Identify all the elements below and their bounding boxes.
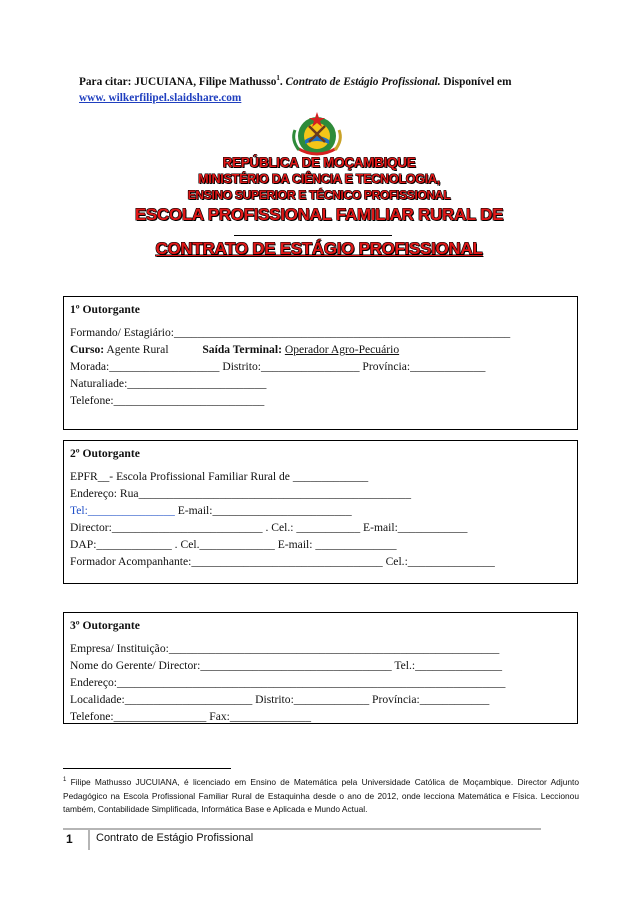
naturalidade-field[interactable]: Naturaliade:________________________ xyxy=(70,377,267,390)
epfr-field[interactable]: EPFR__- Escola Profissional Familiar Rural de _____________ xyxy=(70,470,369,483)
footnote-text: Filipe Mathusso JUCUIANA, é licenciado em Ensino de Matemática pela Universidade Católica de Moçambique. Director Adjunto Pedagógico na Escola Profissional Familiar Rural de Estaquinha desde o ano de 2012, onde lecciona Matemática e Física. Leccionou também, Contabilidade Simplificada, Informática Base e Aplicada e Mundo Actual. xyxy=(63,776,579,815)
endereco-field[interactable]: Endereço: Rua_______________________________________________ xyxy=(70,487,412,500)
localidade-field[interactable]: Localidade:______________________ Distrito:_____________ Província:____________ xyxy=(70,693,490,706)
outorgante-1-heading: 1º Outorgante xyxy=(70,303,140,316)
page-footer-rule xyxy=(63,828,541,830)
dap-field[interactable]: DAP:_____________ . Cel._____________ E-mail: ______________ xyxy=(70,538,397,551)
footnote xyxy=(63,774,579,817)
page-number: 1 xyxy=(66,832,73,846)
header-ministry-cont: ENSINO SUPERIOR E TÉCNICO PROFISSIONAL xyxy=(187,188,451,202)
curso-value[interactable]: Agente Rural xyxy=(104,343,169,356)
footnote-divider xyxy=(63,768,231,769)
page-title: CONTRATO DE ESTÁGIO PROFISSIONAL xyxy=(155,239,483,258)
citation-footnote-ref[interactable]: 1 xyxy=(276,74,280,82)
director-field[interactable]: Director:__________________________ . Cel.: ___________ E-mail:____________ xyxy=(70,521,468,534)
tel-field[interactable]: Tel:_______________ xyxy=(70,504,175,517)
curso-label: Curso: xyxy=(70,343,105,356)
morada-field[interactable]: Morada:___________________ Distrito:_________________ Província:_____________ xyxy=(70,360,486,373)
outorgante-3-box xyxy=(63,612,578,724)
formando-field[interactable]: Formando/ Estagiário:__________________________________________________________ xyxy=(70,326,511,339)
telefone-field[interactable]: Telefone:__________________________ xyxy=(70,394,265,407)
outorgante-3-heading: 3º Outorgante xyxy=(70,619,140,632)
email-field[interactable]: E-mail:________________________ xyxy=(174,504,352,517)
header-republic: REPÚBLICA DE MOÇAMBIQUE xyxy=(222,155,416,170)
citation-prefix: Para citar: JUCUIANA, Filipe Mathusso xyxy=(79,75,277,88)
outorgante-1-box xyxy=(63,296,578,430)
header-school: ESCOLA PROFISSIONAL FAMILIAR RURAL DE xyxy=(134,205,504,224)
formador-field[interactable]: Formador Acompanhante:_________________________________ Cel.:_______________ xyxy=(70,555,495,568)
telefone-fax-field[interactable]: Telefone:________________ Fax:______________ xyxy=(70,710,312,723)
citation-title: Contrato de Estágio Profissional. xyxy=(285,75,441,88)
saida-label: Saída Terminal: xyxy=(202,343,282,356)
citation xyxy=(79,70,579,106)
saida-value[interactable]: Operador Agro-Pecuário xyxy=(284,343,400,356)
curso-row xyxy=(70,341,571,358)
gerente-field[interactable]: Nome do Gerente/ Director:_________________________________ Tel.:_______________ xyxy=(70,659,503,672)
citation-sep: . xyxy=(279,75,286,88)
outorgante-2-box xyxy=(63,440,578,584)
citation-suffix: Disponível em xyxy=(440,75,512,88)
endereco-3-field[interactable]: Endereço:___________________________________________________________________ xyxy=(70,676,506,689)
empresa-field[interactable]: Empresa/ Instituição:_________________________________________________________ xyxy=(70,642,500,655)
tel-email-row xyxy=(70,502,571,519)
outorgante-2-heading: 2º Outorgante xyxy=(70,447,140,460)
page-footer-separator xyxy=(88,828,90,850)
page-footer-title: Contrato de Estágio Profissional xyxy=(96,832,254,844)
header-ministry: MINISTÉRIO DA CIÊNCIA E TECNOLOGIA, xyxy=(198,172,440,186)
mozambique-emblem-icon xyxy=(287,110,347,158)
citation-url-link[interactable]: www. wilkerfilipel.slaidshare.com xyxy=(79,91,242,104)
school-name-blank xyxy=(234,235,392,236)
footnote-number: 1 xyxy=(63,777,67,783)
